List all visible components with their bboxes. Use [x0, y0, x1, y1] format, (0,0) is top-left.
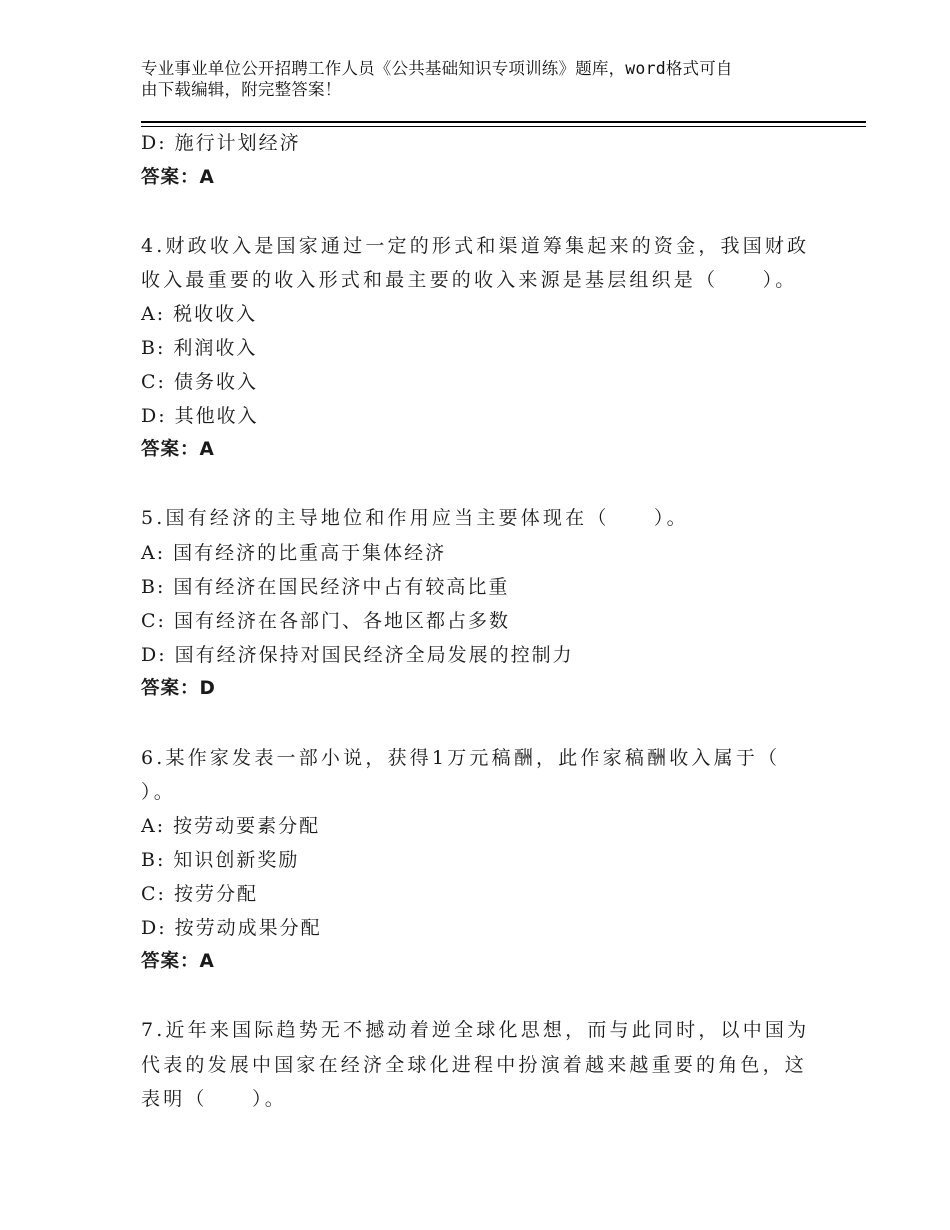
- q6-option-c: C: 按劳分配: [141, 883, 258, 905]
- q4-option-d: D: 其他收入: [141, 405, 259, 427]
- q5-option-b: B: 国有经济在国民经济中占有较高比重: [141, 576, 510, 598]
- q6-option-a: A: 按劳动要素分配: [141, 815, 321, 837]
- q6-stem-line-2: ）。: [141, 781, 176, 803]
- q4-answer: 答案：A: [141, 439, 215, 460]
- q6-option-d: D: 按劳动成果分配: [141, 917, 322, 939]
- q6-stem-line-1: 6.某作家发表一部小说，获得1万元稿酬，此作家稿酬收入属于（: [141, 747, 781, 769]
- q4-option-b: B: 利润收入: [141, 337, 258, 359]
- q3-answer: 答案：A: [141, 167, 215, 188]
- q4-option-c: C: 债务收入: [141, 371, 258, 393]
- header-line-2: 由下载编辑，附完整答案！: [141, 80, 342, 99]
- q7-stem-line-3: 表明（ ）。: [141, 1088, 287, 1110]
- page-header: [141, 58, 801, 100]
- q6-answer: 答案：A: [141, 951, 215, 972]
- q4-option-a: A: 税收收入: [141, 303, 258, 325]
- q4-stem-line-1: 4.财政收入是国家通过一定的形式和渠道筹集起来的资金，我国财政: [141, 235, 810, 257]
- q5-answer: 答案：D: [141, 678, 216, 699]
- q5-stem-line-1: 5.国有经济的主导地位和作用应当主要体现在（ ）。: [141, 507, 689, 529]
- q7-stem-line-1: 7.近年来国际趋势无不撼动着逆全球化思想，而与此同时，以中国为: [141, 1019, 810, 1041]
- q5-option-c: C: 国有经济在各部门、各地区都占多数: [141, 610, 510, 632]
- q5-option-d: D: 国有经济保持对国民经济全局发展的控制力: [141, 644, 574, 666]
- q4-stem-line-2: 收入最重要的收入形式和最主要的收入来源是基层组织是（ ）。: [141, 269, 798, 291]
- q6-option-b: B: 知识创新奖励: [141, 849, 300, 871]
- q3-option-d: D: 施行计划经济: [141, 132, 301, 154]
- q7-stem-line-2: 代表的发展中国家在经济全球化进程中扮演着越来越重要的角色，这: [141, 1054, 808, 1076]
- header-rule-thick: [141, 121, 866, 123]
- header-line-1: 专业事业单位公开招聘工作人员《公共基础知识专项训练》题库，word格式可自: [141, 59, 733, 78]
- q5-option-a: A: 国有经济的比重高于集体经济: [141, 542, 447, 564]
